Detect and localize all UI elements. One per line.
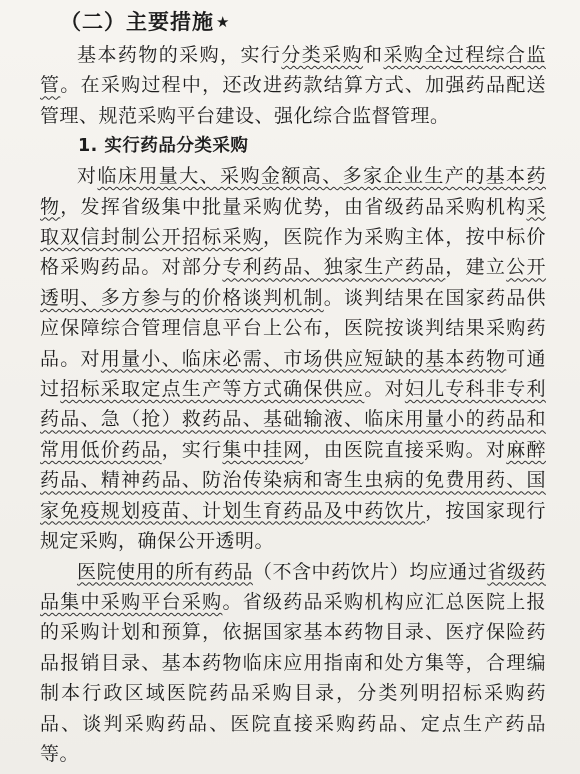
- underlined-text: 用量小、临床必需、市场供应短缺的基本药物: [100, 347, 507, 370]
- text-segment: 。在采购过程中，还改进药款结算方式、加强药品配送管理、规范采购平台建设、强化综合监督管理。: [40, 74, 546, 127]
- underlined-text: 省级药品集中采购平台采购: [40, 560, 546, 613]
- text-segment: ，由医院直接采购。对: [303, 438, 507, 461]
- underlined-text: 分类采购: [281, 44, 364, 66]
- body-paragraph-2: [40, 557, 546, 770]
- text-segment: （不含中药饮片）均应通过: [252, 560, 488, 583]
- text-segment: ，按国家现行规定采购，确保公开透明。: [40, 499, 546, 553]
- text-segment: ，实行: [161, 438, 223, 461]
- section-heading: [60, 8, 546, 36]
- text-segment: ，建立: [445, 256, 507, 279]
- text-segment: ，医院作为采购主体，按中标价格采购药品。对部分: [40, 226, 546, 279]
- text-segment: 和: [363, 44, 384, 66]
- text-segment: 对: [77, 165, 98, 188]
- text-segment: ，发挥省级集中批量采购优势，由省级药品采购机构: [60, 195, 527, 218]
- underlined-text: 妇儿专科非专利药品、急（抢）救药品、基础输液、临床用量小的药品和常用低价药品: [40, 378, 546, 461]
- subsection-heading: 1. 实行药品分类采购: [78, 136, 249, 157]
- underlined-text: 公开透明、多方参与的价格谈判机制: [40, 256, 546, 309]
- section-heading-text: （二）主要措施: [60, 10, 214, 34]
- underlined-text: 医院使用的所有药品: [77, 560, 253, 583]
- star-icon: ★: [216, 13, 231, 31]
- text-segment: 基本药物的采购，实行: [77, 44, 282, 66]
- text-segment: 。对: [364, 378, 405, 401]
- underlined-text: 麻醉药品、精神药品、防治传染病和寄生虫病的免费用药、国家免疫规划疫苗、计划生育药品及中药饮片: [40, 438, 546, 522]
- body-paragraph-1: [40, 161, 546, 556]
- underlined-text: 集中挂网: [222, 438, 304, 461]
- intro-paragraph: [40, 40, 546, 131]
- text-segment: 可通过: [40, 347, 546, 401]
- underlined-text: 采购全过程综合监管: [40, 44, 546, 97]
- underlined-text: 临床用量大、采购金额高、多家企业生产的基本药物: [40, 165, 546, 218]
- text-segment: 。省级药品采购机构应汇总医院上报的采购计划和预算，依据国家基本药物目录、医疗保险药品报销目录、基本药物临床应用指南和处方集等，合理编制本行政区域医院药品采购目录，分类列明招标采购药品、谈判采购药品、医院直接采购药品、定点生产药品等。: [40, 590, 546, 765]
- underlined-text: 专利药品、独家生产药品: [222, 256, 446, 279]
- underlined-text: 招标采取定点生产等方式确保供应: [60, 378, 365, 401]
- underlined-text: 采取双信封制公开招标采购: [40, 195, 546, 249]
- text-segment: 。谈判结果在国家药品供应保障综合管理信息平台上公布，医院按谈判结果采购药品。对: [40, 286, 546, 370]
